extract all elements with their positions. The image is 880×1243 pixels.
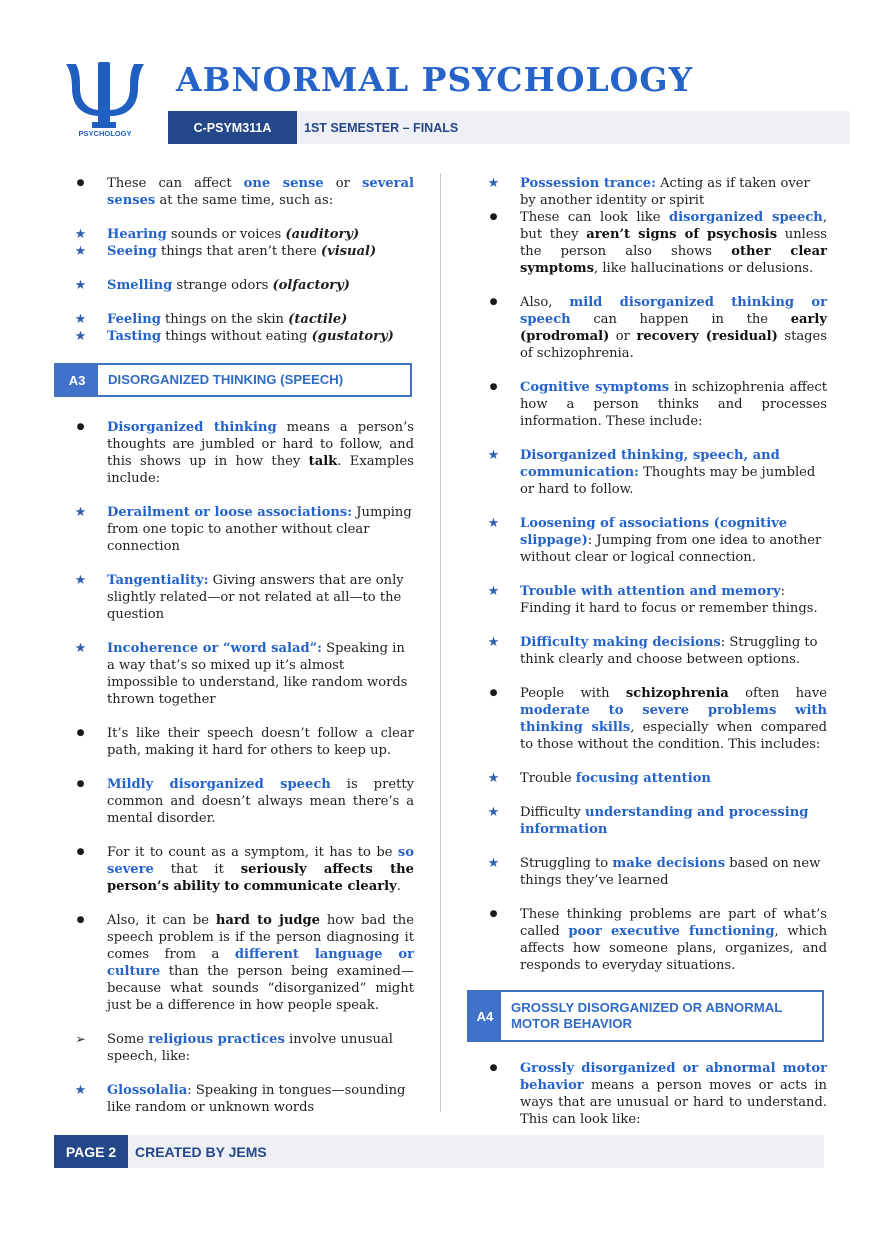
star-icon: ★ (74, 641, 87, 656)
page-number: PAGE 2 (54, 1135, 128, 1168)
list-item: ● Cognitive symptoms in schizophrenia affect how a person thinks and processes information. These include: (467, 379, 827, 430)
bullet-icon: ● (76, 178, 85, 188)
list-item: ★ Derailment or loose associations: Jumping from one topic to another without clear connection (54, 504, 414, 555)
list-item: ★ Tasting things without eating (gustatory) (54, 328, 414, 345)
semester-label: 1ST SEMESTER – FINALS (304, 120, 459, 135)
list-item: ● These can look like disorganized speech, but they aren’t signs of psychosis unless the person also shows other clear symptoms, like hallucinations or delusions. (467, 209, 827, 277)
list-item: ★ Glossolalia: Speaking in tongues—sounding like random or unknown words (54, 1082, 414, 1116)
list-item: ★ Loosening of associations (cognitive slippage): Jumping from one idea to another without clear or logical connection. (467, 515, 827, 566)
section-tag: A3 (56, 365, 98, 395)
list-item: ★ Tangentiality: Giving answers that are only slightly related—or not related at all—to the question (54, 572, 414, 623)
star-icon: ★ (487, 584, 500, 599)
list-item: ● Also, mild disorganized thinking or speech can happen in the early (prodromal) or recovery (residual) stages of schizophrenia. (467, 294, 827, 362)
star-icon: ★ (487, 856, 500, 871)
list-item: ● Disorganized thinking means a person’s thoughts are jumbled or hard to follow, and this shows up in how they talk. Examples include: (54, 419, 414, 487)
bullet-icon: ● (489, 212, 498, 222)
star-icon: ★ (487, 805, 500, 820)
bullet-icon: ● (489, 1063, 498, 1073)
section-tag: A4 (469, 992, 501, 1040)
star-icon: ★ (74, 278, 87, 293)
bullet-icon: ● (489, 688, 498, 698)
list-item: ★ Possession trance: Acting as if taken over by another identity or spirit (467, 175, 827, 209)
section-heading-a3 (54, 363, 412, 397)
course-code: C-PSYM311A (168, 111, 297, 144)
bullet-icon: ● (76, 422, 85, 432)
bullet-icon: ● (76, 915, 85, 925)
star-icon: ★ (487, 516, 500, 531)
list-item: ★ Struggling to make decisions based on new things they’ve learned (467, 855, 827, 889)
list-item: ➢ Some religious practices involve unusual speech, like: (54, 1031, 414, 1065)
star-icon: ★ (74, 244, 87, 259)
bullet-icon: ● (76, 779, 85, 789)
right-column (467, 175, 827, 1128)
list-item: ★ Hearing sounds or voices (auditory) (54, 226, 414, 243)
bullet-icon: ● (489, 382, 498, 392)
star-icon: ★ (74, 227, 87, 242)
list-item: ● Also, it can be hard to judge how bad the speech problem is if the person diagnosing it comes from a different language or culture than the person being examined—because what sounds “disorganized” might just be a difference in how people speak. (54, 912, 414, 1014)
star-icon: ★ (74, 329, 87, 344)
bullet-icon: ● (489, 297, 498, 307)
section-title: DISORGANIZED THINKING (SPEECH) (108, 372, 344, 387)
list-item: ★ Difficulty understanding and processing information (467, 804, 827, 838)
list-item: ★ Smelling strange odors (olfactory) (54, 277, 414, 294)
star-icon: ★ (74, 505, 87, 520)
bullet-icon: ● (76, 728, 85, 738)
bullet-icon: ● (489, 909, 498, 919)
column-divider (440, 173, 441, 1112)
star-icon: ★ (74, 1083, 87, 1098)
section-title: GROSSLY DISORGANIZED OR ABNORMAL MOTOR BEHAVIOR (510, 1000, 783, 1031)
list-item: ● It’s like their speech doesn’t follow a clear path, making it hard for others to keep up. (54, 725, 414, 759)
section-heading-a4 (467, 990, 824, 1042)
star-icon: ★ (487, 176, 500, 191)
list-item: ★ Trouble with attention and memory: Finding it hard to focus or remember things. (467, 583, 827, 617)
list-item: ● For it to count as a symptom, it has to be so severe that it seriously affects the person’s ability to communicate clearly. (54, 844, 414, 895)
bullet-icon: ● (76, 847, 85, 857)
footer-credit: CREATED BY JEMS (135, 1143, 267, 1160)
list-item: ● People with schizophrenia often have moderate to severe problems with thinking skills, especially when compared to those without the condition. This includes: (467, 685, 827, 753)
list-item: ★ Incoherence or “word salad”: Speaking in a way that’s so mixed up it’s almost impossible to understand, like random words thrown together (54, 640, 414, 708)
list-item: ● These can affect one sense or several senses at the same time, such as: (54, 175, 414, 209)
list-item: ● These thinking problems are part of what’s called poor executive functioning, which affects how someone plans, organizes, and responds to everyday situations. (467, 906, 827, 974)
star-icon: ★ (487, 771, 500, 786)
list-item: ● Mildly disorganized speech is pretty common and doesn’t always mean there’s a mental disorder. (54, 776, 414, 827)
list-item: ● Grossly disorganized or abnormal motor behavior means a person moves or acts in ways that are unusual or hard to understand. This can look like: (467, 1060, 827, 1128)
list-item: ★ Disorganized thinking, speech, and communication: Thoughts may be jumbled or hard to follow. (467, 447, 827, 498)
star-icon: ★ (487, 448, 500, 463)
list-item: ★ Feeling things on the skin (tactile) (54, 311, 414, 328)
star-icon: ★ (74, 573, 87, 588)
star-icon: ★ (74, 312, 87, 327)
left-column (54, 175, 414, 1116)
list-item: ★ Trouble focusing attention (467, 770, 827, 787)
star-icon: ★ (487, 635, 500, 650)
list-item: ★ Seeing things that aren’t there (visual) (54, 243, 414, 260)
page-title: ABNORMAL PSYCHOLOGY (176, 60, 694, 99)
logo-caption: PSYCHOLOGY (78, 129, 132, 138)
list-item: ★ Difficulty making decisions: Struggling to think clearly and choose between options. (467, 634, 827, 668)
arrow-icon: ➢ (75, 1032, 86, 1046)
